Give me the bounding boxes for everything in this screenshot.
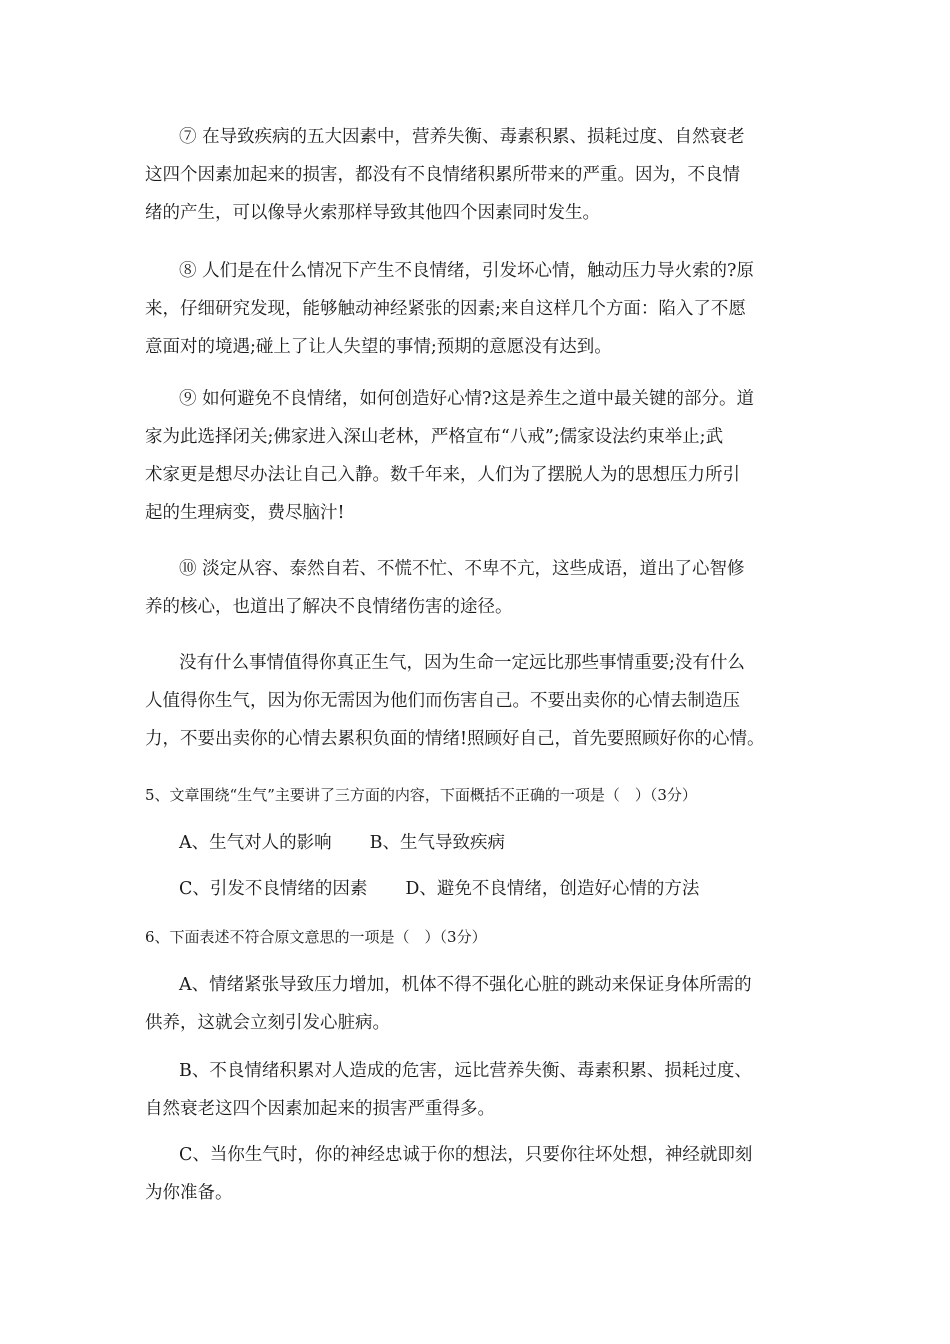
- question-5-option-a: A、生气对人的影响: [179, 833, 332, 853]
- question-5-stem: 5、文章围绕“生气”主要讲了三方面的内容，下面概括不正确的一项是（ ）（3分）: [145, 786, 697, 804]
- paragraph-line: 来，仔细研究发现，能够触动神经紧张的因素;来自这样几个方面：陷入了不愿: [145, 299, 746, 319]
- paragraph-line: 养的核心，也道出了解决不良情绪伤害的途径。: [145, 597, 513, 617]
- paragraph-line: ⑦ 在导致疾病的五大因素中，营养失衡、毒素积累、损耗过度、自然衰老: [179, 127, 745, 147]
- question-5-option-b: B、生气导致疾病: [369, 833, 506, 853]
- paragraph-line: ⑨ 如何避免不良情绪，如何创造好心情?这是养生之道中最关键的部分。道: [179, 389, 754, 409]
- option-line: 为你准备。: [145, 1183, 233, 1203]
- question-6-option-a: [145, 966, 810, 1042]
- paragraph-line: 绪的产生，可以像导火索那样导致其他四个因素同时发生。: [145, 203, 600, 223]
- paragraph-line: 这四个因素加起来的损害，都没有不良情绪积累所带来的严重。因为，不良情: [145, 165, 740, 185]
- paragraph-line: ⑩ 淡定从容、泰然自若、不慌不忙、不卑不亢，这些成语，道出了心智修: [179, 559, 745, 579]
- paragraph-line: 力，不要出卖你的心情去累积负面的情绪!照顾好自己，首先要照顾好你的心情。: [145, 729, 765, 749]
- paragraph-line: 没有什么事情值得你真正生气，因为生命一定远比那些事情重要;没有什么: [179, 653, 745, 673]
- paragraph-line: ⑧ 人们是在什么情况下产生不良情绪，引发坏心情，触动压力导火索的?原: [179, 261, 754, 281]
- paragraph-10: [145, 550, 810, 626]
- question-6-option-c: [145, 1136, 810, 1212]
- option-line: 自然衰老这四个因素加起来的损害严重得多。: [145, 1099, 495, 1119]
- paragraph-line: 术家更是想尽办法让自己入静。数千年来，人们为了摆脱人为的思想压力所引: [145, 465, 740, 485]
- question-5-option-c: C、引发不良情绪的因素: [179, 879, 368, 899]
- paragraph-8: [145, 252, 810, 366]
- question-5-options-ab: [179, 824, 505, 862]
- paragraph-line: 起的生理病变，费尽脑汁!: [145, 503, 345, 523]
- question-6-option-b: [145, 1052, 810, 1128]
- option-line: C、当你生气时，你的神经忠诚于你的想法，只要你往坏处想，神经就即刻: [179, 1145, 753, 1165]
- option-line: B、不良情绪积累对人造成的危害，远比营养失衡、毒素积累、损耗过度、: [179, 1061, 752, 1081]
- question-6-stem: 6、下面表述不符合原文意思的一项是（ ）（3分）: [145, 928, 487, 946]
- paragraph-line: 人值得你生气，因为你无需因为他们而伤害自己。不要出卖你的心情去制造压: [145, 691, 740, 711]
- option-line: A、情绪紧张导致压力增加，机体不得不强化心脏的跳动来保证身体所需的: [179, 975, 752, 995]
- paragraph-line: 意面对的境遇;碰上了让人失望的事情;预期的意愿没有达到。: [145, 337, 612, 357]
- paragraph-closing: [145, 644, 810, 758]
- paragraph-7: [145, 118, 810, 232]
- question-5-option-d: D、避免不良情绪，创造好心情的方法: [405, 879, 700, 899]
- option-line: 供养，这就会立刻引发心脏病。: [145, 1013, 390, 1033]
- paragraph-line: 家为此选择闭关;佛家进入深山老林，严格宣布“八戒”;儒家设法约束举止;武: [145, 427, 724, 447]
- paragraph-9: [145, 380, 810, 532]
- question-5-options-cd: [179, 870, 699, 908]
